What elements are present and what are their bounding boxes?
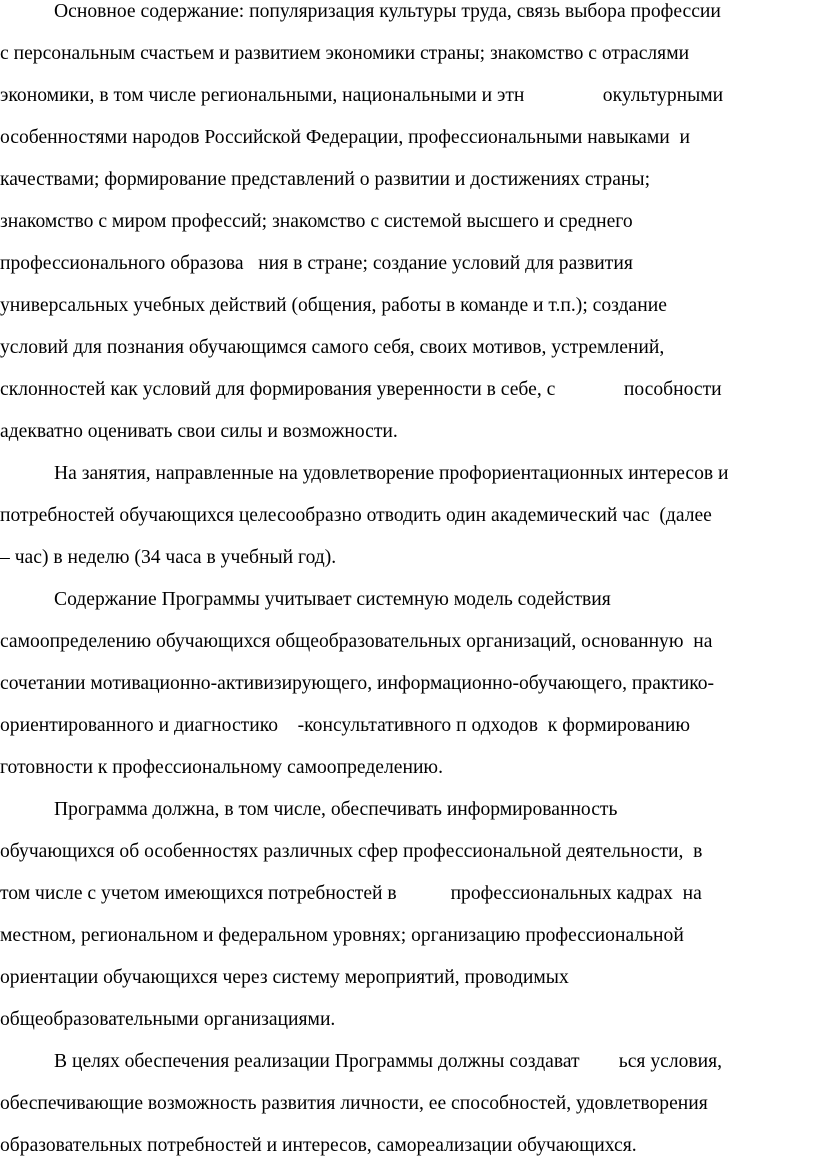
text-line: том числе с учетом имеющихся потребностей в профессиональных кадрах на <box>0 883 702 904</box>
text-line: универсальных учебных действий (общения, работы в команде и т.п.); создание <box>0 295 667 316</box>
text-line: готовности к профессиональному самоопределению. <box>0 757 443 778</box>
text-line: образовательных потребностей и интересов, самореализации обучающихся. <box>0 1135 637 1156</box>
text-line: На занятия, направленные на удовлетворение профориентационных интересов и <box>54 463 729 484</box>
text-line: особенностями народов Российской Федерации, профессиональными навыками и <box>0 127 690 148</box>
text-line: потребностей обучающихся целесообразно отводить один академический час (далее <box>0 505 712 526</box>
text-line: качествами; формирование представлений о развитии и достижениях страны; <box>0 169 651 190</box>
text-line: ориентированного и диагностико -консультативного п одходов к формированию <box>0 715 690 736</box>
text-line: обучающихся об особенностях различных сфер профессиональной деятельности, в <box>0 841 703 862</box>
text-line: ориентации обучающихся через систему мероприятий, проводимых <box>0 967 569 988</box>
text-line: адекватно оценивать свои силы и возможности. <box>0 421 398 442</box>
text-line: экономики, в том числе региональными, национальными и этн окультурными <box>0 85 724 106</box>
text-line: Содержание Программы учитывает системную модель содействия <box>54 589 611 610</box>
text-line: обеспечивающие возможность развития личности, ее способностей, удовлетворения <box>0 1093 708 1114</box>
text-line: условий для познания обучающимся самого себя, своих мотивов, устремлений, <box>0 337 665 358</box>
text-line: профессионального образова ния в стране; создание условий для развития <box>0 253 633 274</box>
text-line: склонностей как условий для формирования уверенности в себе, с пособности <box>0 379 722 400</box>
text-line: – час) в неделю (34 часа в учебный год). <box>0 547 337 568</box>
text-line: знакомство с миром профессий; знакомство с системой высшего и среднего <box>0 211 633 232</box>
text-line: самоопределению обучающихся общеобразовательных организаций, основанную на <box>0 631 713 652</box>
text-line: Программа должна, в том числе, обеспечивать информированность <box>54 799 618 820</box>
text-line: В целях обеспечения реализации Программы должны создават ься условия, <box>54 1051 723 1072</box>
text-line: Основное содержание: популяризация культуры труда, связь выбора профессии <box>54 1 721 22</box>
text-line: местном, региональном и федеральном уровнях; организацию профессиональной <box>0 925 684 946</box>
text-line: общеобразовательными организациями. <box>0 1009 336 1030</box>
text-line: сочетании мотивационно-активизирующего, информационно-обучающего, практико- <box>0 673 715 694</box>
text-line: с персональным счастьем и развитием экономики страны; знакомство с отраслями <box>0 43 690 64</box>
